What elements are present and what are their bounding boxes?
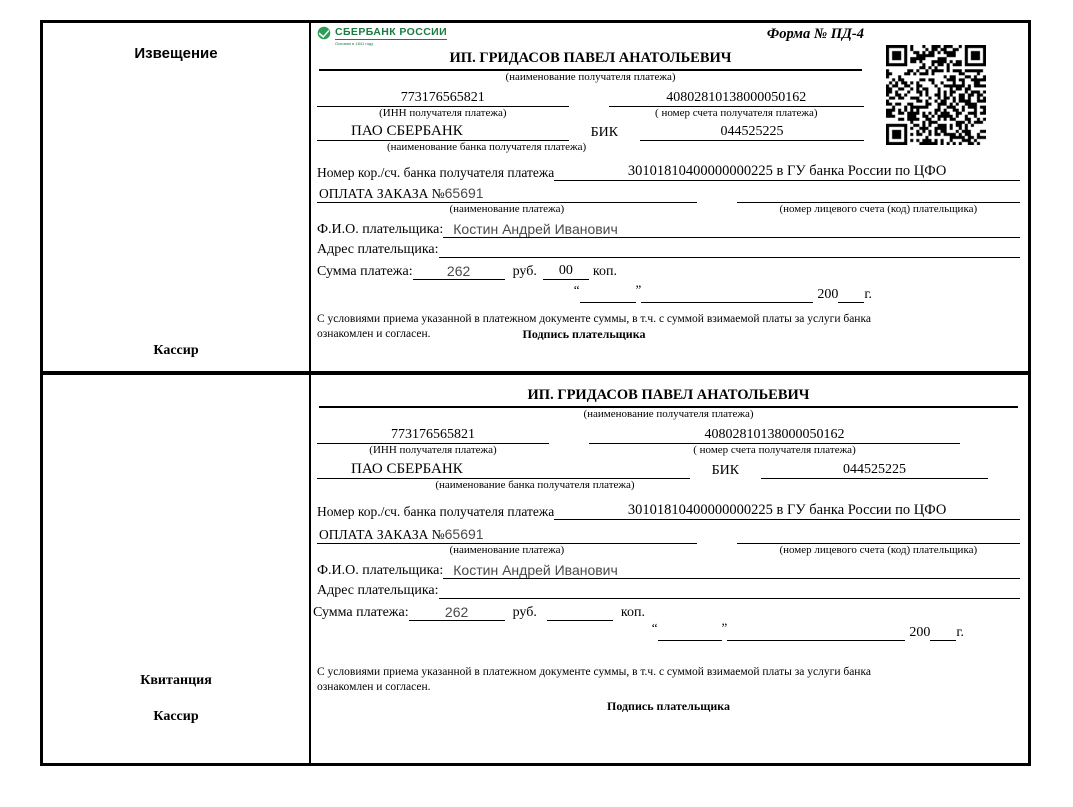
account-caption: ( номер счета получателя платежа) [655, 107, 818, 119]
date-month-line [641, 287, 813, 303]
receipt-cashier-label: Кассир [153, 709, 199, 724]
payment-name [317, 526, 697, 544]
signature-label: Подпись плательщика [522, 327, 646, 341]
payment-caption: (наименование платежа) [449, 544, 565, 556]
fio-value: Костин Андрей Иванович [443, 221, 1020, 238]
payment-name-number: 65691 [444, 185, 484, 201]
date-quote-close: ” [721, 620, 728, 635]
corr-account-label: Номер кор./сч. банка получателя платежа [317, 165, 555, 180]
fio-value: Костин Андрей Иванович [443, 562, 1020, 579]
sberbank-logo [317, 26, 447, 46]
sberbank-logo-icon [317, 26, 331, 40]
agreement-line1: С условиями приема указанной в платежном документе суммы, в т.ч. с суммой взимаемой платы за услуги банка [317, 313, 871, 325]
kop-label: коп. [592, 264, 617, 279]
address-label: Адрес плательщика: [317, 242, 439, 257]
fio-label: Ф.И.О. плательщика: [317, 563, 444, 578]
date-day-line [580, 287, 636, 303]
sum-kop-value: 00 [543, 263, 589, 280]
address-value-line [439, 241, 1020, 258]
inn-caption: (ИНН получателя платежа) [379, 107, 507, 119]
sum-label: Сумма платежа: [313, 605, 409, 620]
signature-label: Подпись плательщика [607, 699, 730, 713]
sberbank-logo-text: СБЕРБАНК РОССИИ [335, 26, 448, 38]
sum-label: Сумма платежа: [317, 264, 413, 279]
corr-account-label: Номер кор./сч. банка получателя платежа [317, 504, 555, 519]
account-value: 40802810138000050162 [609, 90, 864, 107]
date-day-line [658, 625, 722, 641]
recipient-name: ИП. ГРИДАСОВ ПАВЕЛ АНАТОЛЬЕВИЧ [319, 50, 862, 71]
year-suffix: г. [864, 287, 872, 302]
bik-label: БИК [590, 125, 619, 140]
bank-caption: (наименование банка получателя платежа) [435, 479, 635, 491]
receipt-stub [43, 375, 311, 763]
year-suffix: г. [956, 625, 964, 640]
payment-name-prefix: ОПЛАТА ЗАКАЗА № [319, 527, 445, 542]
notice-cashier-label: Кассир [153, 343, 199, 358]
bik-label: БИК [711, 463, 740, 478]
personal-account-line [737, 527, 1020, 544]
agreement-text [317, 312, 1020, 342]
personal-account-caption: (номер лицевого счета (код) плательщика) [779, 203, 978, 215]
payment-name-prefix: ОПЛАТА ЗАКАЗА № [319, 186, 445, 201]
year-prefix: 200 [909, 625, 931, 640]
corr-account-value: 30101810400000000225 в ГУ банка России по ЦФО [554, 502, 1020, 520]
date-month-line [727, 625, 905, 641]
fio-label: Ф.И.О. плательщика: [317, 222, 444, 237]
bank-name: ПАО СБЕРБАНК [317, 123, 569, 141]
receipt-body [311, 375, 1028, 763]
receipt-section [43, 375, 1028, 763]
sberbank-logo-tagline: Основан в 1841 году [335, 41, 374, 46]
account-value: 40802810138000050162 [589, 427, 960, 444]
address-label: Адрес плательщика: [317, 583, 439, 598]
recipient-caption: (наименование получателя платежа) [505, 71, 676, 83]
inn-value: 773176565821 [317, 90, 569, 107]
agreement-text [317, 665, 1020, 695]
notice-stub [43, 23, 311, 371]
bank-name: ПАО СБЕРБАНК [317, 461, 690, 479]
year-line [838, 287, 864, 303]
personal-account-line [737, 186, 1020, 203]
date-quote-close: ” [635, 282, 642, 297]
address-value-line [439, 582, 1020, 599]
inn-caption: (ИНН получателя платежа) [369, 444, 497, 456]
bik-value: 044525225 [761, 462, 988, 479]
agreement-line1: С условиями приема указанной в платежном документе суммы, в т.ч. с суммой взимаемой платы за услуги банка [317, 666, 871, 678]
notice-title: Извещение [134, 45, 218, 62]
recipient-caption: (наименование получателя платежа) [583, 408, 754, 420]
rub-label: руб. [512, 605, 537, 620]
kop-label: коп. [620, 605, 645, 620]
inn-value: 773176565821 [317, 427, 549, 444]
date-quote-open: “ [651, 620, 658, 635]
sum-rub-value: 262 [413, 263, 505, 280]
personal-account-caption: (номер лицевого счета (код) плательщика) [779, 544, 978, 556]
notice-body [311, 23, 1028, 371]
receipt-title: Квитанция [140, 673, 212, 688]
bank-caption: (наименование банка получателя платежа) [386, 141, 587, 153]
rub-label: руб. [512, 264, 537, 279]
agreement-line2: ознакомлен и согласен. [317, 681, 431, 693]
year-prefix: 200 [817, 287, 839, 302]
account-caption: ( номер счета получателя платежа) [693, 444, 856, 456]
payment-caption: (наименование платежа) [449, 203, 565, 215]
date-quote-open: “ [573, 282, 580, 297]
recipient-name: ИП. ГРИДАСОВ ПАВЕЛ АНАТОЛЬЕВИЧ [319, 387, 1018, 408]
form-number: Форма № ПД-4 [766, 26, 864, 42]
pd4-form-sheet [40, 20, 1031, 766]
bik-value: 044525225 [640, 124, 864, 141]
qr-code [886, 45, 986, 145]
year-line [930, 625, 956, 641]
corr-account-value: 30101810400000000225 в ГУ банка России по ЦФО [554, 163, 1020, 181]
sum-kop-value [547, 620, 613, 621]
sum-rub-value: 262 [409, 604, 505, 621]
notice-section [43, 23, 1028, 375]
payment-name-number: 65691 [444, 526, 484, 542]
agreement-line2: ознакомлен и согласен. [317, 328, 431, 340]
payment-name [317, 185, 697, 203]
